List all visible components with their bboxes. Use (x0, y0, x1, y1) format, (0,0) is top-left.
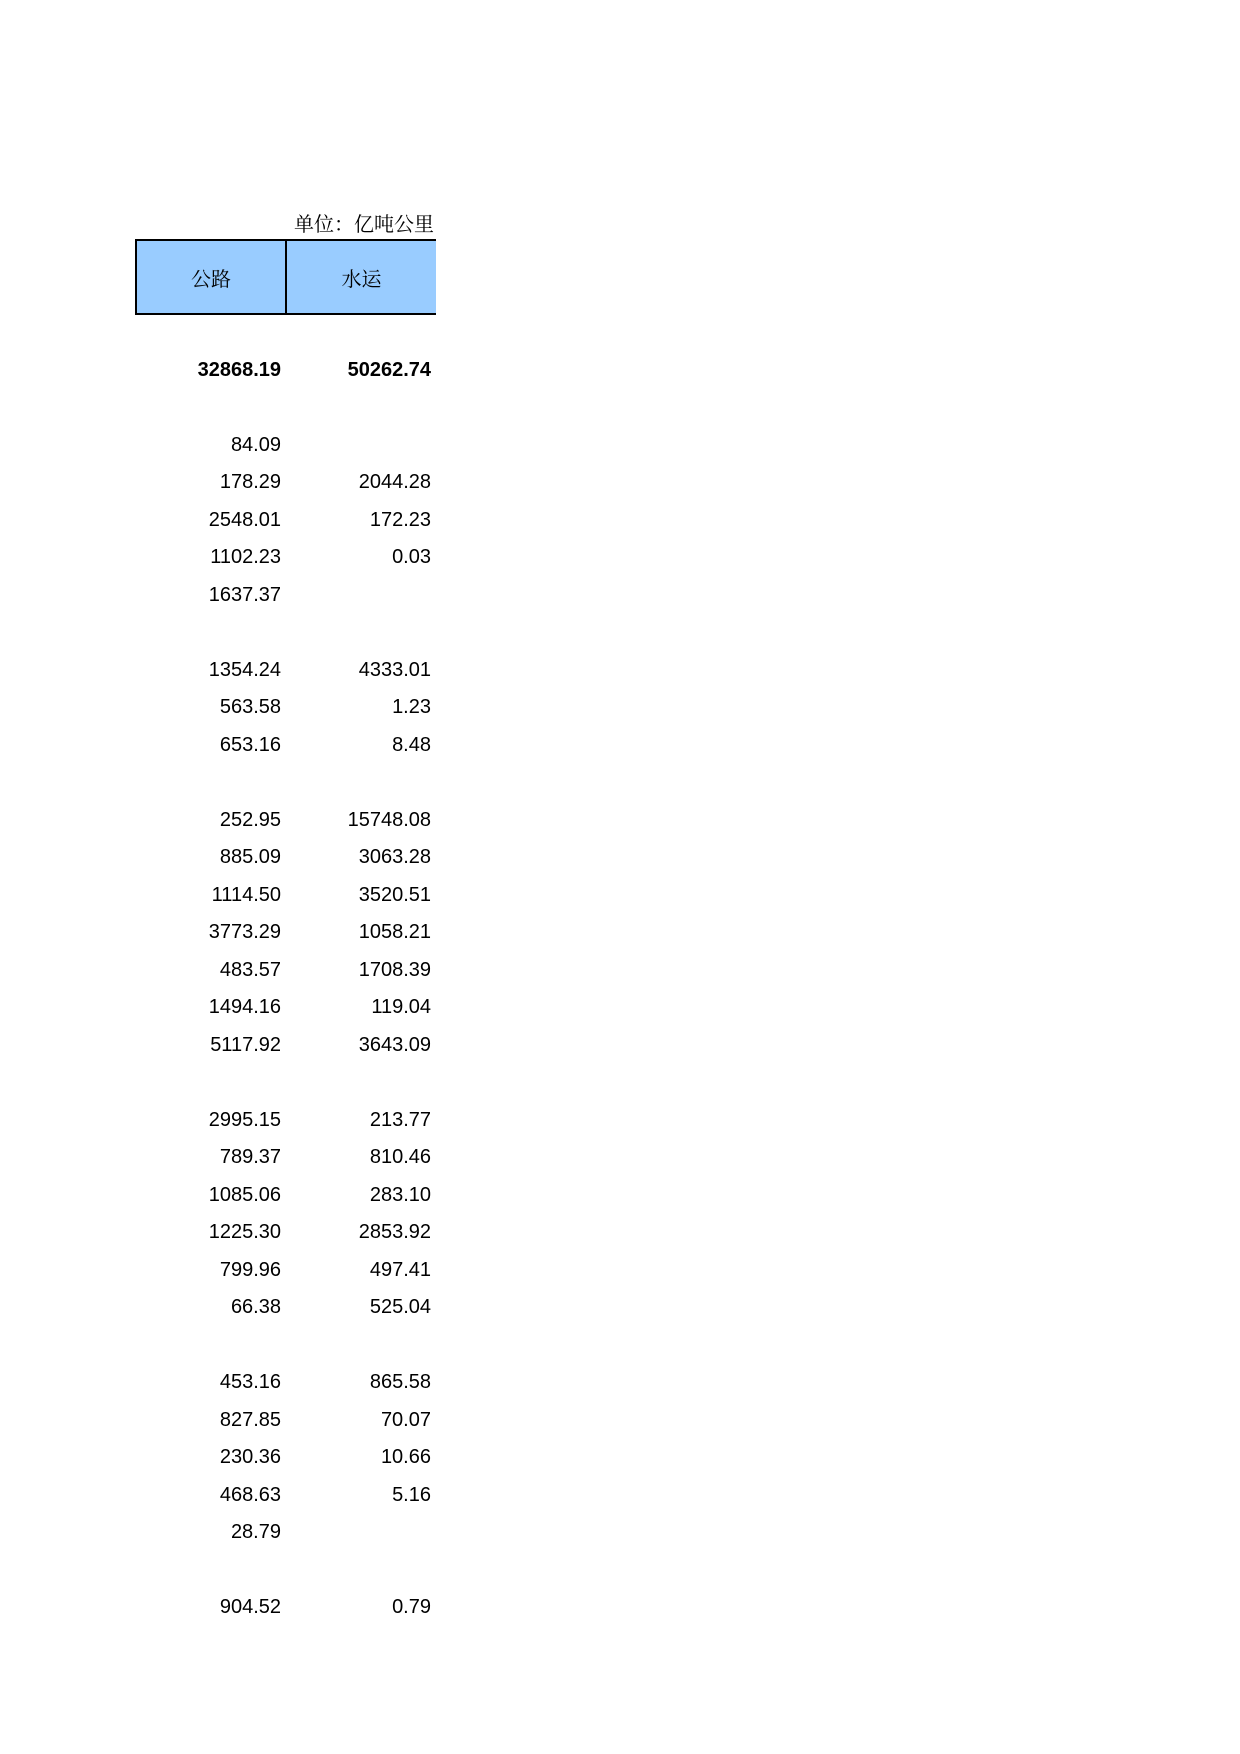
table-row (135, 1143, 431, 1171)
table-row (135, 656, 431, 684)
waterway-value: 70.07 (380, 1409, 431, 1431)
table-row (135, 1593, 431, 1621)
waterway-value: 497.41 (369, 1259, 431, 1281)
waterway-value: 10.66 (380, 1446, 431, 1468)
waterway-value (281, 431, 431, 459)
table-header (135, 239, 436, 315)
table-row (135, 1293, 431, 1321)
table-row (135, 581, 431, 609)
waterway-value: 525.04 (369, 1296, 431, 1318)
waterway-value: 4333.01 (358, 659, 431, 681)
highway-value: 483.57 (219, 959, 281, 981)
highway-value: 2548.01 (208, 509, 281, 531)
table-row (135, 1406, 431, 1434)
highway-value: 789.37 (219, 1146, 281, 1168)
waterway-value: 283.10 (369, 1184, 431, 1206)
table-row (135, 543, 431, 571)
table-row (135, 468, 431, 496)
highway-value: 230.36 (219, 1446, 281, 1468)
table-row (135, 1218, 431, 1246)
table-row (135, 1181, 431, 1209)
waterway-value: 2853.92 (358, 1221, 431, 1243)
waterway-value: 3643.09 (358, 1034, 431, 1056)
table-row (135, 918, 431, 946)
table-row (135, 806, 431, 834)
table-row (135, 1443, 431, 1471)
table-row (135, 506, 431, 534)
waterway-value: 865.58 (369, 1371, 431, 1393)
table-row (135, 1518, 431, 1546)
highway-value: 904.52 (219, 1596, 281, 1618)
waterway-value: 1058.21 (358, 921, 431, 943)
highway-value: 563.58 (219, 696, 281, 718)
highway-value: 1637.37 (208, 584, 281, 606)
table-row (135, 1031, 431, 1059)
highway-value: 468.63 (219, 1484, 281, 1506)
waterway-value: 3520.51 (358, 884, 431, 906)
highway-value: 1085.06 (208, 1184, 281, 1206)
highway-value: 84.09 (230, 434, 281, 456)
highway-value: 3773.29 (208, 921, 281, 943)
waterway-value: 172.23 (369, 509, 431, 531)
total-row (135, 356, 431, 384)
waterway-value: 119.04 (371, 996, 431, 1018)
waterway-value (281, 581, 431, 609)
highway-value: 827.85 (219, 1409, 281, 1431)
highway-value: 178.29 (219, 471, 281, 493)
highway-value: 252.95 (219, 809, 281, 831)
highway-value: 885.09 (219, 846, 281, 868)
column-header-waterway: 水运 (341, 266, 382, 291)
waterway-value: 0.79 (392, 1596, 431, 1618)
table-row (135, 1481, 431, 1509)
waterway-value: 5.16 (392, 1484, 431, 1506)
total-highway: 32868.19 (197, 359, 281, 381)
highway-value: 1494.16 (208, 996, 281, 1018)
highway-value: 1114.50 (211, 884, 281, 906)
highway-value: 1102.23 (210, 546, 281, 568)
table-row (135, 693, 431, 721)
table-row (135, 1256, 431, 1284)
highway-value: 1225.30 (208, 1221, 281, 1243)
waterway-value: 15748.08 (347, 809, 431, 831)
unit-label: 单位：亿吨公里 (294, 212, 434, 236)
waterway-value: 1708.39 (358, 959, 431, 981)
table-row (135, 1106, 431, 1134)
highway-value: 799.96 (219, 1259, 281, 1281)
waterway-value: 810.46 (369, 1146, 431, 1168)
highway-value: 1354.24 (208, 659, 281, 681)
total-waterway: 50262.74 (347, 359, 431, 381)
column-header-highway: 公路 (137, 241, 287, 313)
waterway-value (281, 1518, 431, 1546)
table-row (135, 843, 431, 871)
waterway-value: 0.03 (392, 546, 431, 568)
table-row (135, 1368, 431, 1396)
highway-value: 66.38 (230, 1296, 281, 1318)
highway-value: 2995.15 (208, 1109, 281, 1131)
waterway-value: 3063.28 (358, 846, 431, 868)
waterway-value: 1.23 (392, 696, 431, 718)
table-row (135, 731, 431, 759)
waterway-value: 213.77 (369, 1109, 431, 1131)
table-row (135, 993, 431, 1021)
highway-value: 453.16 (219, 1371, 281, 1393)
highway-value: 653.16 (219, 734, 281, 756)
highway-value: 5117.92 (210, 1034, 281, 1056)
highway-value: 28.79 (230, 1521, 281, 1543)
table-row (135, 431, 431, 459)
waterway-value: 2044.28 (358, 471, 431, 493)
table-row (135, 956, 431, 984)
table-row (135, 881, 431, 909)
waterway-value: 8.48 (392, 734, 431, 756)
